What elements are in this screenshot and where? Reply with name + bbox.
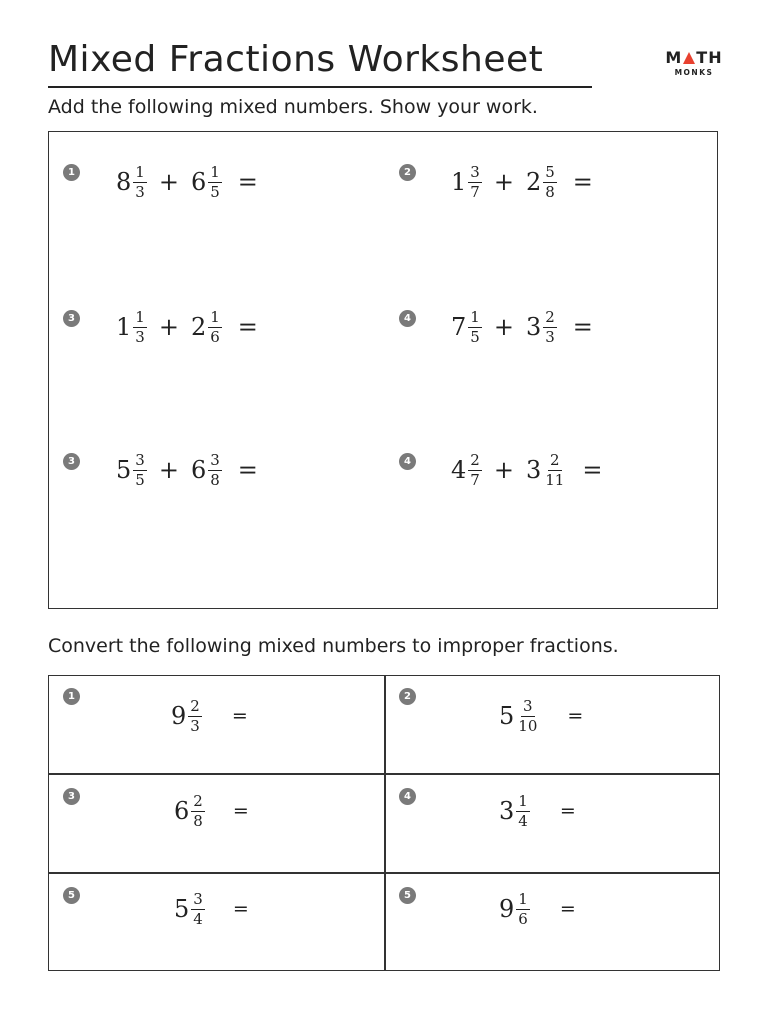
- numerator: 2: [549, 450, 560, 469]
- fraction: [208, 307, 222, 346]
- mixed-number: [525, 307, 557, 346]
- denominator: 3: [190, 716, 200, 735]
- problem-number-badge: 5: [399, 887, 416, 904]
- fraction: [516, 889, 530, 928]
- addition-problem: [451, 162, 593, 202]
- addition-problem: [451, 307, 593, 347]
- denominator: 10: [518, 716, 538, 735]
- denominator: 4: [518, 811, 528, 830]
- mixed-number: [499, 696, 539, 735]
- denominator: 4: [193, 909, 203, 928]
- numerator: 3: [210, 450, 220, 469]
- equals-sign: =: [559, 800, 576, 822]
- fraction: [543, 307, 557, 346]
- denominator: 6: [210, 327, 220, 346]
- plus-sign: +: [158, 168, 179, 196]
- plus-sign: +: [493, 313, 514, 341]
- table-column-divider: [384, 676, 386, 970]
- mixed-number: [190, 162, 222, 201]
- add-instruction: Add the following mixed numbers. Show your work.: [48, 96, 538, 118]
- equals-sign: =: [237, 456, 258, 484]
- denominator: 3: [135, 327, 145, 346]
- conversion-problem: [499, 889, 576, 929]
- equals-sign: =: [231, 705, 248, 727]
- whole-part: 9: [499, 895, 515, 923]
- mixed-number: [451, 450, 482, 489]
- numerator: 2: [193, 791, 203, 810]
- whole-part: 3: [525, 313, 542, 341]
- addition-problem: [451, 450, 602, 490]
- numerator: 3: [193, 889, 203, 908]
- problem-number-badge: 2: [399, 164, 416, 181]
- whole-part: 3: [525, 456, 542, 484]
- denominator: 8: [193, 811, 203, 830]
- problem-number-badge: 4: [399, 453, 416, 470]
- numerator: 1: [210, 307, 220, 326]
- whole-part: 5: [116, 456, 132, 484]
- numerator: 2: [545, 307, 555, 326]
- fraction: [191, 791, 205, 830]
- conversion-problem: [499, 696, 583, 736]
- denominator: 8: [545, 182, 555, 201]
- fraction: [191, 889, 205, 928]
- equals-sign: =: [232, 898, 249, 920]
- mixed-number: [451, 162, 482, 201]
- equals-sign: =: [237, 313, 258, 341]
- logo-subtitle: MONKS: [674, 68, 714, 77]
- fraction: [188, 696, 202, 735]
- equals-sign: =: [567, 705, 584, 727]
- whole-part: 1: [116, 313, 132, 341]
- problem-number-badge: 5: [63, 887, 80, 904]
- whole-part: 5: [499, 702, 515, 730]
- whole-part: 6: [174, 797, 190, 825]
- conversion-problem: [499, 791, 576, 831]
- fraction: [516, 791, 530, 830]
- problem-number-badge: 3: [63, 453, 80, 470]
- whole-part: 5: [174, 895, 190, 923]
- numerator: 1: [470, 307, 480, 326]
- mixed-number: [116, 450, 147, 489]
- math-monks-logo: [662, 50, 726, 77]
- fraction: [468, 450, 482, 489]
- fraction: [468, 162, 482, 201]
- mixed-number: [451, 307, 482, 346]
- fraction: [208, 450, 222, 489]
- convert-instruction: Convert the following mixed numbers to improper fractions.: [48, 635, 619, 657]
- equals-sign: =: [559, 898, 576, 920]
- whole-part: 8: [116, 168, 132, 196]
- problem-number-badge: 1: [63, 688, 80, 705]
- logo-wordmark: [662, 50, 726, 66]
- mixed-number: [171, 696, 202, 735]
- plus-sign: +: [158, 456, 179, 484]
- fraction: [468, 307, 482, 346]
- fraction: [133, 307, 147, 346]
- whole-part: 1: [451, 168, 467, 196]
- plus-sign: +: [493, 168, 514, 196]
- whole-part: 9: [171, 702, 187, 730]
- whole-part: 2: [190, 313, 207, 341]
- addition-problem: [116, 162, 258, 202]
- mixed-number: [499, 889, 530, 928]
- numerator: 1: [210, 162, 220, 181]
- problem-number-badge: 3: [63, 788, 80, 805]
- denominator: 5: [470, 327, 480, 346]
- mixed-number: [116, 162, 147, 201]
- mixed-number: [499, 791, 530, 830]
- denominator: 7: [470, 470, 480, 489]
- addition-problems-box: [48, 131, 718, 609]
- equals-sign: =: [237, 168, 258, 196]
- problem-number-badge: 2: [399, 688, 416, 705]
- mixed-number: [525, 450, 566, 489]
- numerator: 2: [190, 696, 200, 715]
- equals-sign: =: [572, 168, 593, 196]
- numerator: 3: [135, 450, 145, 469]
- fraction: [543, 450, 566, 489]
- problem-number-badge: 3: [63, 310, 80, 327]
- conversion-problems-table: [48, 675, 720, 971]
- fraction: [133, 162, 147, 201]
- numerator: 1: [518, 791, 528, 810]
- table-row-divider: [49, 872, 719, 874]
- numerator: 1: [135, 162, 145, 181]
- denominator: 6: [518, 909, 528, 928]
- denominator: 7: [470, 182, 480, 201]
- denominator: 5: [210, 182, 220, 201]
- logo-triangle-icon: [683, 52, 695, 64]
- mixed-number: [174, 791, 205, 830]
- denominator: 5: [135, 470, 145, 489]
- numerator: 3: [470, 162, 480, 181]
- problem-number-badge: 4: [399, 310, 416, 327]
- mixed-number: [525, 162, 557, 201]
- plus-sign: +: [158, 313, 179, 341]
- logo-letters-th: TH: [696, 48, 723, 67]
- denominator: 3: [545, 327, 555, 346]
- whole-part: 6: [190, 168, 207, 196]
- denominator: 11: [545, 470, 565, 489]
- numerator: 5: [545, 162, 555, 181]
- whole-part: 7: [451, 313, 467, 341]
- numerator: 1: [518, 889, 528, 908]
- whole-part: 2: [525, 168, 542, 196]
- numerator: 1: [135, 307, 145, 326]
- addition-problem: [116, 450, 258, 490]
- problem-number-badge: 1: [63, 164, 80, 181]
- whole-part: 6: [190, 456, 207, 484]
- table-row-divider: [49, 773, 719, 775]
- mixed-number: [190, 450, 222, 489]
- denominator: 8: [210, 470, 220, 489]
- conversion-problem: [174, 889, 249, 929]
- conversion-problem: [171, 696, 248, 736]
- title-underline: [48, 86, 592, 88]
- fraction: [208, 162, 222, 201]
- whole-part: 4: [451, 456, 467, 484]
- equals-sign: =: [582, 456, 603, 484]
- mixed-number: [174, 889, 205, 928]
- denominator: 3: [135, 182, 145, 201]
- addition-problem: [116, 307, 258, 347]
- mixed-number: [190, 307, 222, 346]
- numerator: 3: [523, 696, 533, 715]
- logo-letter-m: M: [665, 48, 683, 67]
- mixed-number: [116, 307, 147, 346]
- problem-number-badge: 4: [399, 788, 416, 805]
- whole-part: 3: [499, 797, 515, 825]
- numerator: 2: [470, 450, 480, 469]
- page-title: Mixed Fractions Worksheet: [48, 39, 544, 80]
- plus-sign: +: [493, 456, 514, 484]
- equals-sign: =: [572, 313, 593, 341]
- fraction: [543, 162, 557, 201]
- fraction: [133, 450, 147, 489]
- conversion-problem: [174, 791, 249, 831]
- fraction: [516, 696, 539, 735]
- equals-sign: =: [232, 800, 249, 822]
